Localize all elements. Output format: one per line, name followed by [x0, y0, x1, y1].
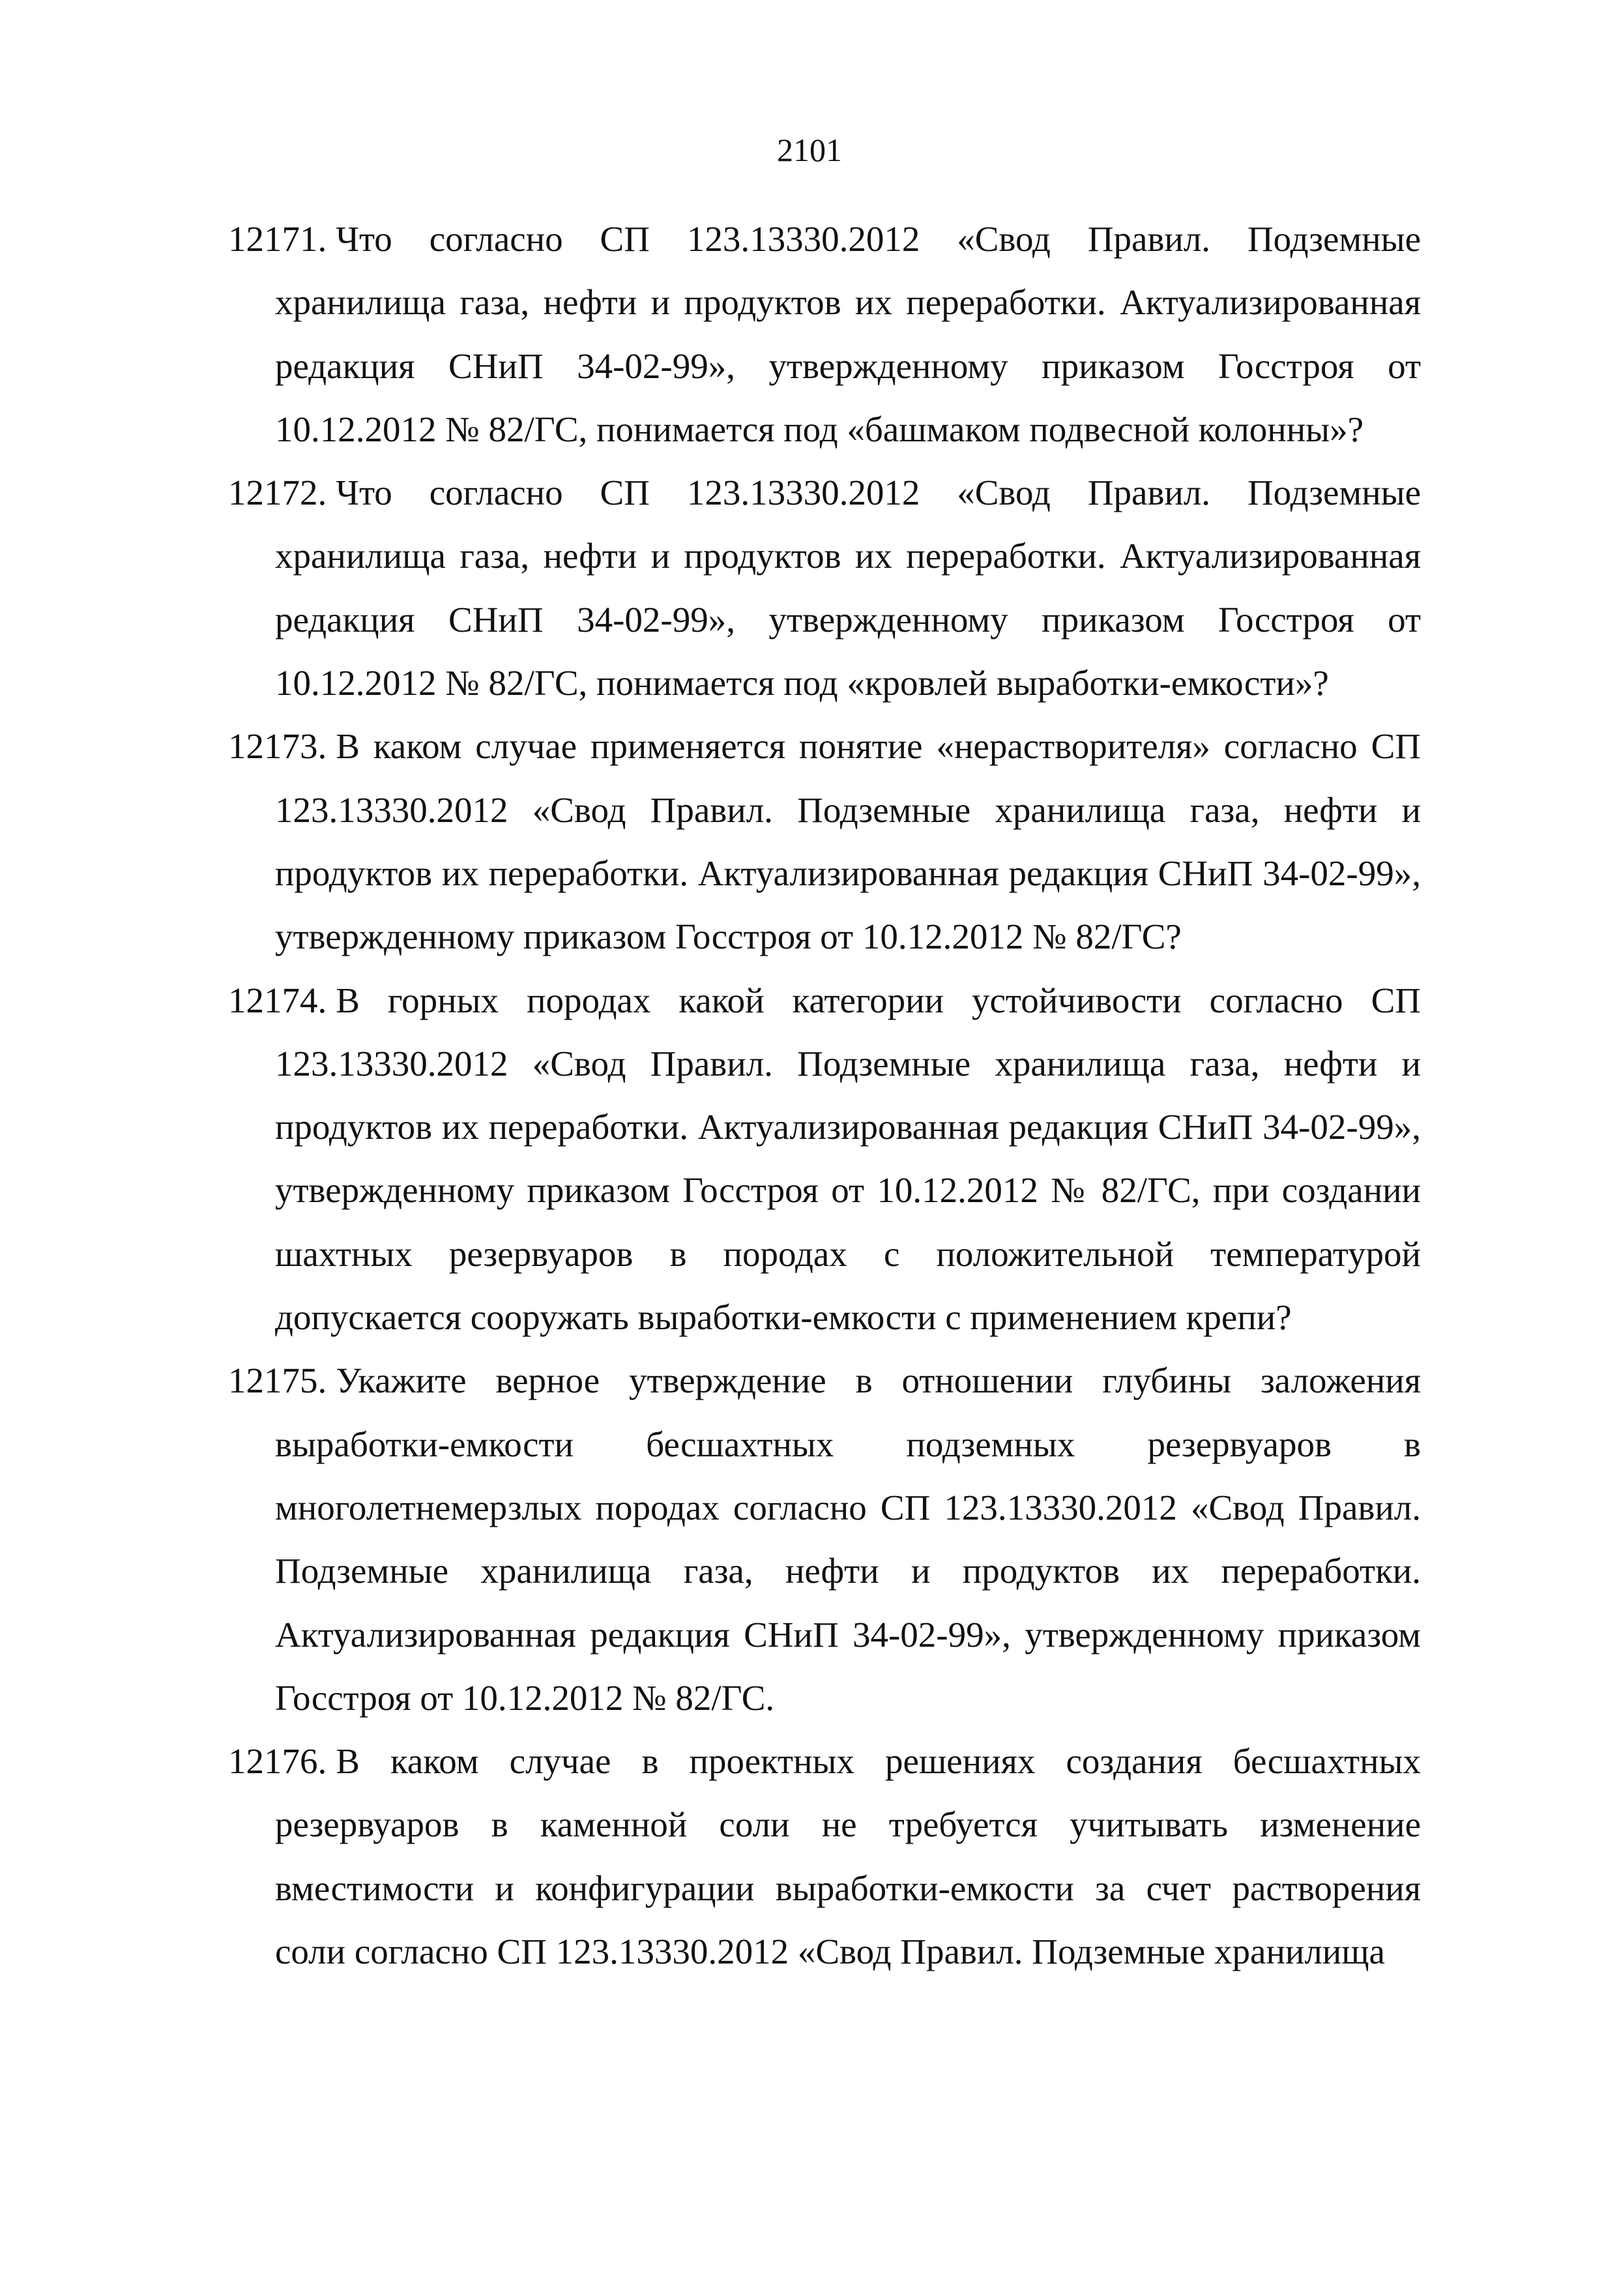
question-number: 12174. — [228, 980, 327, 1020]
question-number: 12172. — [228, 473, 327, 513]
question-item — [228, 714, 1421, 968]
question-text: В горных породах какой категории устойчивости согласно СП 123.13330.2012 «Свод Правил. Подземные хранилища газа, нефти и продуктов их переработки. Актуализированная редакция СНиП 34-02-99», утвержденному приказом Госстроя от 10.12.2012 № 82/ГС, при создании шахтных резервуаров в породах с положительной температурой допускается сооружать выработки-емкости с применением крепи? — [275, 980, 1421, 1338]
question-item — [228, 969, 1421, 1349]
question-number: 12171. — [228, 219, 327, 259]
question-item — [228, 461, 1421, 714]
question-list — [228, 207, 1421, 1983]
question-text: Укажите верное утверждение в отношении глубины заложения выработки-емкости бесшахтных подземных резервуаров в многолетнемерзлых породах согласно СП 123.13330.2012 «Свод Правил. Подземные хранилища газа, нефти и продуктов их переработки. Актуализированная редакция СНиП 34-02-99», утвержденному приказом Госстроя от 10.12.2012 № 82/ГС. — [275, 1361, 1421, 1718]
question-number: 12175. — [228, 1361, 327, 1401]
question-text: В каком случае применяется понятие «нерастворителя» согласно СП 123.13330.2012 «Свод Правил. Подземные хранилища газа, нефти и продуктов их переработки. Актуализированная редакция СНиП 34-02-99», утвержденному приказом Госстроя от 10.12.2012 № 82/ГС? — [275, 726, 1421, 957]
question-text: Что согласно СП 123.13330.2012 «Свод Правил. Подземные хранилища газа, нефти и продуктов их переработки. Актуализированная редакция СНиП 34-02-99», утвержденному приказом Госстроя от 10.12.2012 № 82/ГС, понимается под «башмаком подвесной колонны»? — [275, 219, 1421, 449]
question-item — [228, 207, 1421, 461]
question-item — [228, 1349, 1421, 1729]
question-item — [228, 1729, 1421, 1983]
page-number: 2101 — [777, 132, 842, 168]
question-text: Что согласно СП 123.13330.2012 «Свод Правил. Подземные хранилища газа, нефти и продуктов их переработки. Актуализированная редакция СНиП 34-02-99», утвержденному приказом Госстроя от 10.12.2012 № 82/ГС, понимается под «кровлей выработки-емкости»? — [275, 473, 1421, 703]
question-number: 12173. — [228, 726, 327, 767]
question-number: 12176. — [228, 1741, 327, 1782]
question-text: В каком случае в проектных решениях создания бесшахтных резервуаров в каменной соли не требуется учитывать изменение вместимости и конфигурации выработки-емкости за счет растворения соли согласно СП 123.13330.2012 «Свод Правил. Подземные хранилища — [275, 1741, 1421, 1972]
